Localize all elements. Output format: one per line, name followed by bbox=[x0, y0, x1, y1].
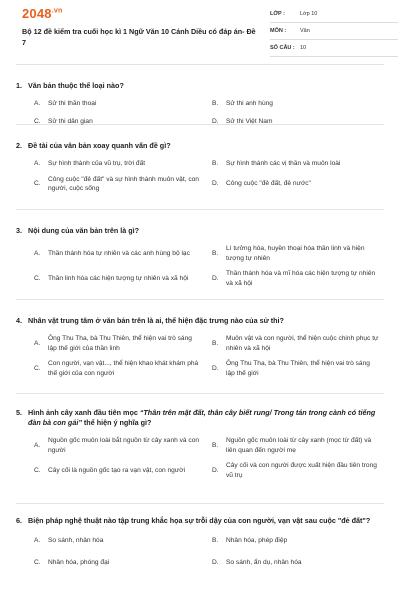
option-b[interactable] bbox=[212, 536, 384, 546]
option-a[interactable] bbox=[34, 334, 206, 353]
option-text: Sử thi Việt Nam bbox=[226, 117, 273, 125]
option-a[interactable] bbox=[34, 436, 206, 455]
option-c[interactable] bbox=[34, 359, 206, 378]
option-c[interactable] bbox=[34, 117, 206, 127]
option-text: Thần thánh hóa tự nhiên và các anh hùng bộ lạc bbox=[48, 249, 190, 257]
options bbox=[16, 244, 384, 288]
option-a[interactable] bbox=[34, 99, 206, 109]
option-letter: C. bbox=[34, 180, 41, 188]
question-stem bbox=[16, 408, 384, 428]
question-stem bbox=[16, 516, 384, 526]
option-text: Công cuộc "đẻ đất, đẻ nước" bbox=[226, 180, 311, 188]
option-b[interactable] bbox=[212, 159, 384, 169]
option-d[interactable] bbox=[212, 175, 384, 194]
option-letter: B. bbox=[212, 441, 219, 449]
meta-row-class bbox=[270, 6, 398, 23]
page-title: Bộ 12 đề kiểm tra cuối học kì 1 Ngữ Văn 10 Cánh Diều có đáp án- Đề 7 bbox=[22, 27, 256, 47]
question-number: 1. bbox=[16, 81, 22, 90]
question-number: 6. bbox=[16, 516, 22, 525]
option-letter: C. bbox=[34, 364, 41, 372]
option-text: Sử thi dân gian bbox=[48, 117, 93, 125]
question-text: Văn bản thuộc thể loại nào? bbox=[28, 81, 124, 90]
question-text: Nội dung của văn bản trên là gì? bbox=[28, 226, 140, 235]
option-letter: D. bbox=[212, 274, 219, 282]
option-text: So sánh, nhân hóa bbox=[48, 537, 104, 544]
question-number: 5. bbox=[16, 408, 22, 417]
logo-suffix: .vn bbox=[51, 7, 63, 15]
option-letter: C. bbox=[34, 117, 41, 125]
question-2 bbox=[16, 125, 384, 210]
option-d[interactable] bbox=[212, 558, 384, 568]
question-number: 2. bbox=[16, 141, 22, 150]
option-text: Thần linh hóa các hiện tượng tự nhiên và xã hội bbox=[48, 274, 189, 282]
option-b[interactable] bbox=[212, 244, 384, 263]
meta-row-subject bbox=[270, 23, 398, 40]
option-text: Cây cối và con người được xuất hiện đầu tiên trong vũ trụ bbox=[226, 462, 377, 479]
question-text: Nhân vật trung tâm ở văn bản trên là ai, thể hiện đặc trưng nào của sử thi? bbox=[28, 316, 284, 325]
question-1 bbox=[16, 65, 384, 125]
meta-key: SỐ CÂU : bbox=[270, 45, 295, 51]
options bbox=[16, 436, 384, 480]
question-stem bbox=[16, 316, 384, 326]
option-text: Công cuộc "đẻ đất" và sự hình thành muôn vật, con người, cuộc sống bbox=[48, 175, 199, 192]
question-number: 4. bbox=[16, 316, 22, 325]
options bbox=[16, 536, 384, 567]
option-d[interactable] bbox=[212, 117, 384, 127]
option-text: Ông Thu Tha, bà Thu Thiên, thể hiện vai trò sáng lập thế giới của thần linh bbox=[48, 335, 192, 352]
question-stem bbox=[16, 141, 384, 151]
option-text: Sự hình thành các vị thần và muôn loài bbox=[226, 160, 341, 167]
site-logo[interactable] bbox=[22, 6, 62, 21]
options bbox=[16, 159, 384, 194]
option-c[interactable] bbox=[34, 461, 206, 480]
question-text-lead: Hình ảnh cây xanh đầu tiên mọc bbox=[28, 408, 140, 417]
option-text: Lí tưởng hóa, huyền thoại hóa thần linh và hiện tượng tự nhiên bbox=[226, 245, 365, 262]
question-stem bbox=[16, 81, 384, 91]
option-letter: D. bbox=[212, 558, 219, 566]
option-text: Con người, vạn vật..., thể hiện khao khát khám phá thế giới của con người bbox=[48, 360, 199, 377]
question-quote: “Thân trên mặt đất, thân cây biết rung/ Trong tán trong cành có tiếng đàn bà con gái” bbox=[28, 408, 376, 427]
question-text: Biện pháp nghệ thuật nào tập trung khắc họa sự trỗi dậy của con người, vạn vật sau cuộc "đẻ đất"? bbox=[28, 516, 371, 525]
option-d[interactable] bbox=[212, 461, 384, 480]
option-text: So sánh, ẩn dụ, nhân hóa bbox=[226, 558, 302, 566]
option-c[interactable] bbox=[34, 175, 206, 194]
option-letter: A. bbox=[34, 160, 41, 167]
options bbox=[16, 99, 384, 126]
option-a[interactable] bbox=[34, 159, 206, 169]
option-letter: A. bbox=[34, 100, 41, 107]
option-letter: B. bbox=[212, 160, 219, 167]
question-6 bbox=[16, 504, 384, 601]
question-text bbox=[28, 408, 384, 428]
option-text: Sử thi thần thoại bbox=[48, 100, 97, 107]
option-letter: D. bbox=[212, 117, 219, 125]
option-text: Nguồn gốc muôn loài từ cây xanh (mọc từ đất) và liên quan đến người mẹ bbox=[226, 437, 372, 454]
meta-key: MÔN : bbox=[270, 28, 287, 34]
option-text: Cây cối là nguồn gốc tạo ra vạn vật, con người bbox=[48, 466, 186, 474]
option-b[interactable] bbox=[212, 436, 384, 455]
option-letter: A. bbox=[34, 537, 41, 544]
option-text: Ông Thu Tha, bà Thu Thiên, thể hiện vai trò sáng lập thế giới bbox=[226, 360, 370, 377]
option-a[interactable] bbox=[34, 536, 206, 546]
option-letter: C. bbox=[34, 274, 41, 282]
option-letter: A. bbox=[34, 441, 41, 449]
option-letter: B. bbox=[212, 100, 219, 107]
option-letter: B. bbox=[212, 537, 219, 544]
meta-row-count bbox=[270, 40, 398, 57]
option-text: Sử thi anh hùng bbox=[226, 100, 273, 107]
question-4 bbox=[16, 300, 384, 394]
option-letter: D. bbox=[212, 466, 219, 474]
exam-meta bbox=[270, 6, 398, 57]
meta-key: LỚP : bbox=[270, 11, 285, 17]
option-letter: C. bbox=[34, 466, 41, 474]
question-number: 3. bbox=[16, 226, 22, 235]
option-a[interactable] bbox=[34, 244, 206, 263]
meta-value: Lớp 10 bbox=[300, 11, 318, 17]
question-text-tail: thể hiện ý nghĩa gì? bbox=[81, 418, 152, 427]
option-letter: D. bbox=[212, 180, 219, 188]
question-3 bbox=[16, 210, 384, 300]
options bbox=[16, 334, 384, 378]
option-c[interactable] bbox=[34, 558, 206, 568]
logo-main: 2048 bbox=[22, 6, 52, 21]
option-b[interactable] bbox=[212, 99, 384, 109]
option-text: Muôn vật và con người, thể hiện cuộc chinh phục tự nhiên và xã hội bbox=[226, 335, 379, 352]
option-d[interactable] bbox=[212, 359, 384, 378]
option-letter: B. bbox=[212, 339, 219, 347]
option-b[interactable] bbox=[212, 334, 384, 353]
option-d[interactable] bbox=[212, 269, 384, 288]
option-letter: A. bbox=[34, 249, 41, 257]
option-letter: A. bbox=[34, 339, 41, 347]
question-stem bbox=[16, 226, 384, 236]
meta-value: 10 bbox=[300, 45, 307, 51]
option-text: Sự hình thành của vũ trụ, trời đất bbox=[48, 160, 146, 167]
question-5 bbox=[16, 394, 384, 504]
question-text: Đề tài của văn bản xoay quanh vấn đề gì? bbox=[28, 141, 171, 150]
page-header bbox=[16, 0, 384, 65]
option-text: Thần thánh hóa và mĩ hóa các hiện tượng tự nhiên và xã hội bbox=[226, 270, 376, 287]
option-letter: D. bbox=[212, 364, 219, 372]
meta-value: Văn bbox=[300, 28, 310, 34]
option-text: Nhân hóa, phép điệp bbox=[226, 537, 288, 544]
option-letter: C. bbox=[34, 558, 41, 566]
option-letter: B. bbox=[212, 249, 219, 257]
option-text: Nhân hóa, phóng đại bbox=[48, 558, 110, 566]
option-text: Nguồn gốc muôn loài bắt nguồn từ cây xanh và con người bbox=[48, 437, 200, 454]
option-c[interactable] bbox=[34, 269, 206, 288]
